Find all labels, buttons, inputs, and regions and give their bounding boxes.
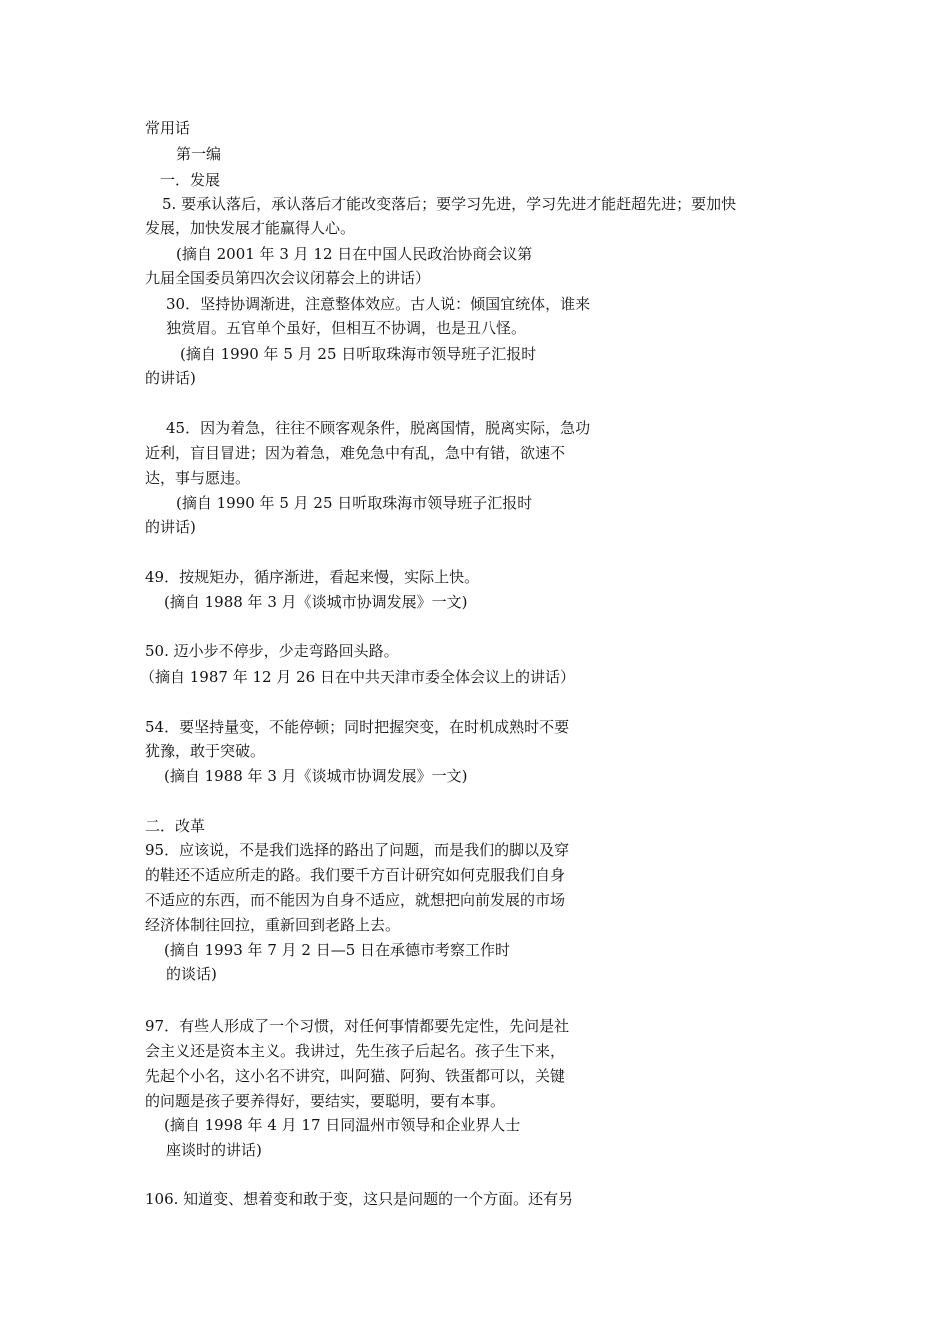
section-heading: 二．改革 xyxy=(145,817,206,835)
entry-text: 97．有些人形成了一个习惯，对任何事情都要先定性，先问是社 xyxy=(145,1017,570,1035)
entry-source: (摘自 1988 年 3 月《谈城市协调发展》一文) xyxy=(164,767,468,785)
entry-text: 54．要坚持量变，不能停顿；同时把握突变，在时机成熟时不要 xyxy=(145,718,570,736)
part-heading: 第一编 xyxy=(176,145,222,163)
entry-text: 发展，加快发展才能赢得人心。 xyxy=(145,219,356,237)
section-heading: 一．发展 xyxy=(160,171,221,189)
entry-text: 先起个小名，这小名不讲究，叫阿猫、阿狗、铁蛋都可以，关键 xyxy=(145,1067,566,1085)
entry-source: (摘自 1990 年 5 月 25 日听取珠海市领导班子汇报时 xyxy=(180,345,537,363)
entry-source: 九届全国委员第四次会议闭幕会上的讲话） xyxy=(145,269,431,287)
entry-source: (摘自 1993 年 7 月 2 日—5 日在承德市考察工作时 xyxy=(164,941,511,959)
entry-text: 49．按规矩办，循序渐进，看起来慢，实际上快。 xyxy=(145,568,480,586)
entry-source: (摘自 1990 年 5 月 25 日听取珠海市领导班子汇报时 xyxy=(176,494,533,512)
entry-source: (摘自 1998 年 4 月 17 日同温州市领导和企业界人士 xyxy=(164,1116,521,1134)
entry-text: 犹豫，敢于突破。 xyxy=(145,742,266,760)
entry-source: 的讲话) xyxy=(145,518,196,536)
entry-text: 的鞋还不适应所走的路。我们要千方百计研究如何克服我们自身 xyxy=(145,866,566,884)
entry-text: 不适应的东西，而不能因为自身不适应，就想把向前发展的市场 xyxy=(145,891,566,909)
entry-text: 经济体制往回拉，重新回到老路上去。 xyxy=(145,916,401,934)
entry-source: 座谈时的讲话) xyxy=(166,1141,262,1159)
entry-text: 5. 要承认落后，承认落后才能改变落后；要学习先进，学习先进才能赶超先进；要加快 xyxy=(162,195,737,213)
entry-source: 的谈话) xyxy=(166,965,217,983)
entry-text: 106. 知道变、想着变和敢于变，这只是问题的一个方面。还有另 xyxy=(145,1190,574,1208)
entry-text: 近利，盲目冒进；因为着急，难免急中有乱，急中有错，欲速不 xyxy=(145,444,566,462)
entry-source: (摘自 2001 年 3 月 12 日在中国人民政治协商会议第 xyxy=(176,245,533,263)
entry-text: 30．坚持协调渐进，注意整体效应。古人说：倾国宜统体，谁来 xyxy=(166,295,591,313)
entry-source: (摘自 1988 年 3 月《谈城市协调发展》一文) xyxy=(164,593,468,611)
entry-text: 独赏眉。五官单个虽好，但相互不协调，也是丑八怪。 xyxy=(166,319,527,337)
entry-text: 45．因为着急，往往不顾客观条件，脱离国情，脱离实际，急功 xyxy=(166,419,591,437)
entry-source: （摘自 1987 年 12 月 26 日在中共天津市委全体会议上的讲话） xyxy=(140,668,575,686)
entry-text: 会主义还是资本主义。我讲过，先生孩子后起名。孩子生下来， xyxy=(145,1042,566,1060)
entry-text: 达，事与愿违。 xyxy=(145,469,251,487)
entry-source: 的讲话) xyxy=(145,369,196,387)
entry-text: 95．应该说，不是我们选择的路出了问题，而是我们的脚以及穿 xyxy=(145,841,570,859)
entry-text: 50. 迈小步不停步，少走弯路回头路。 xyxy=(145,642,399,660)
doc-title: 常用话 xyxy=(145,119,191,137)
entry-text: 的问题是孩子要养得好，要结实，要聪明，要有本事。 xyxy=(145,1092,506,1110)
